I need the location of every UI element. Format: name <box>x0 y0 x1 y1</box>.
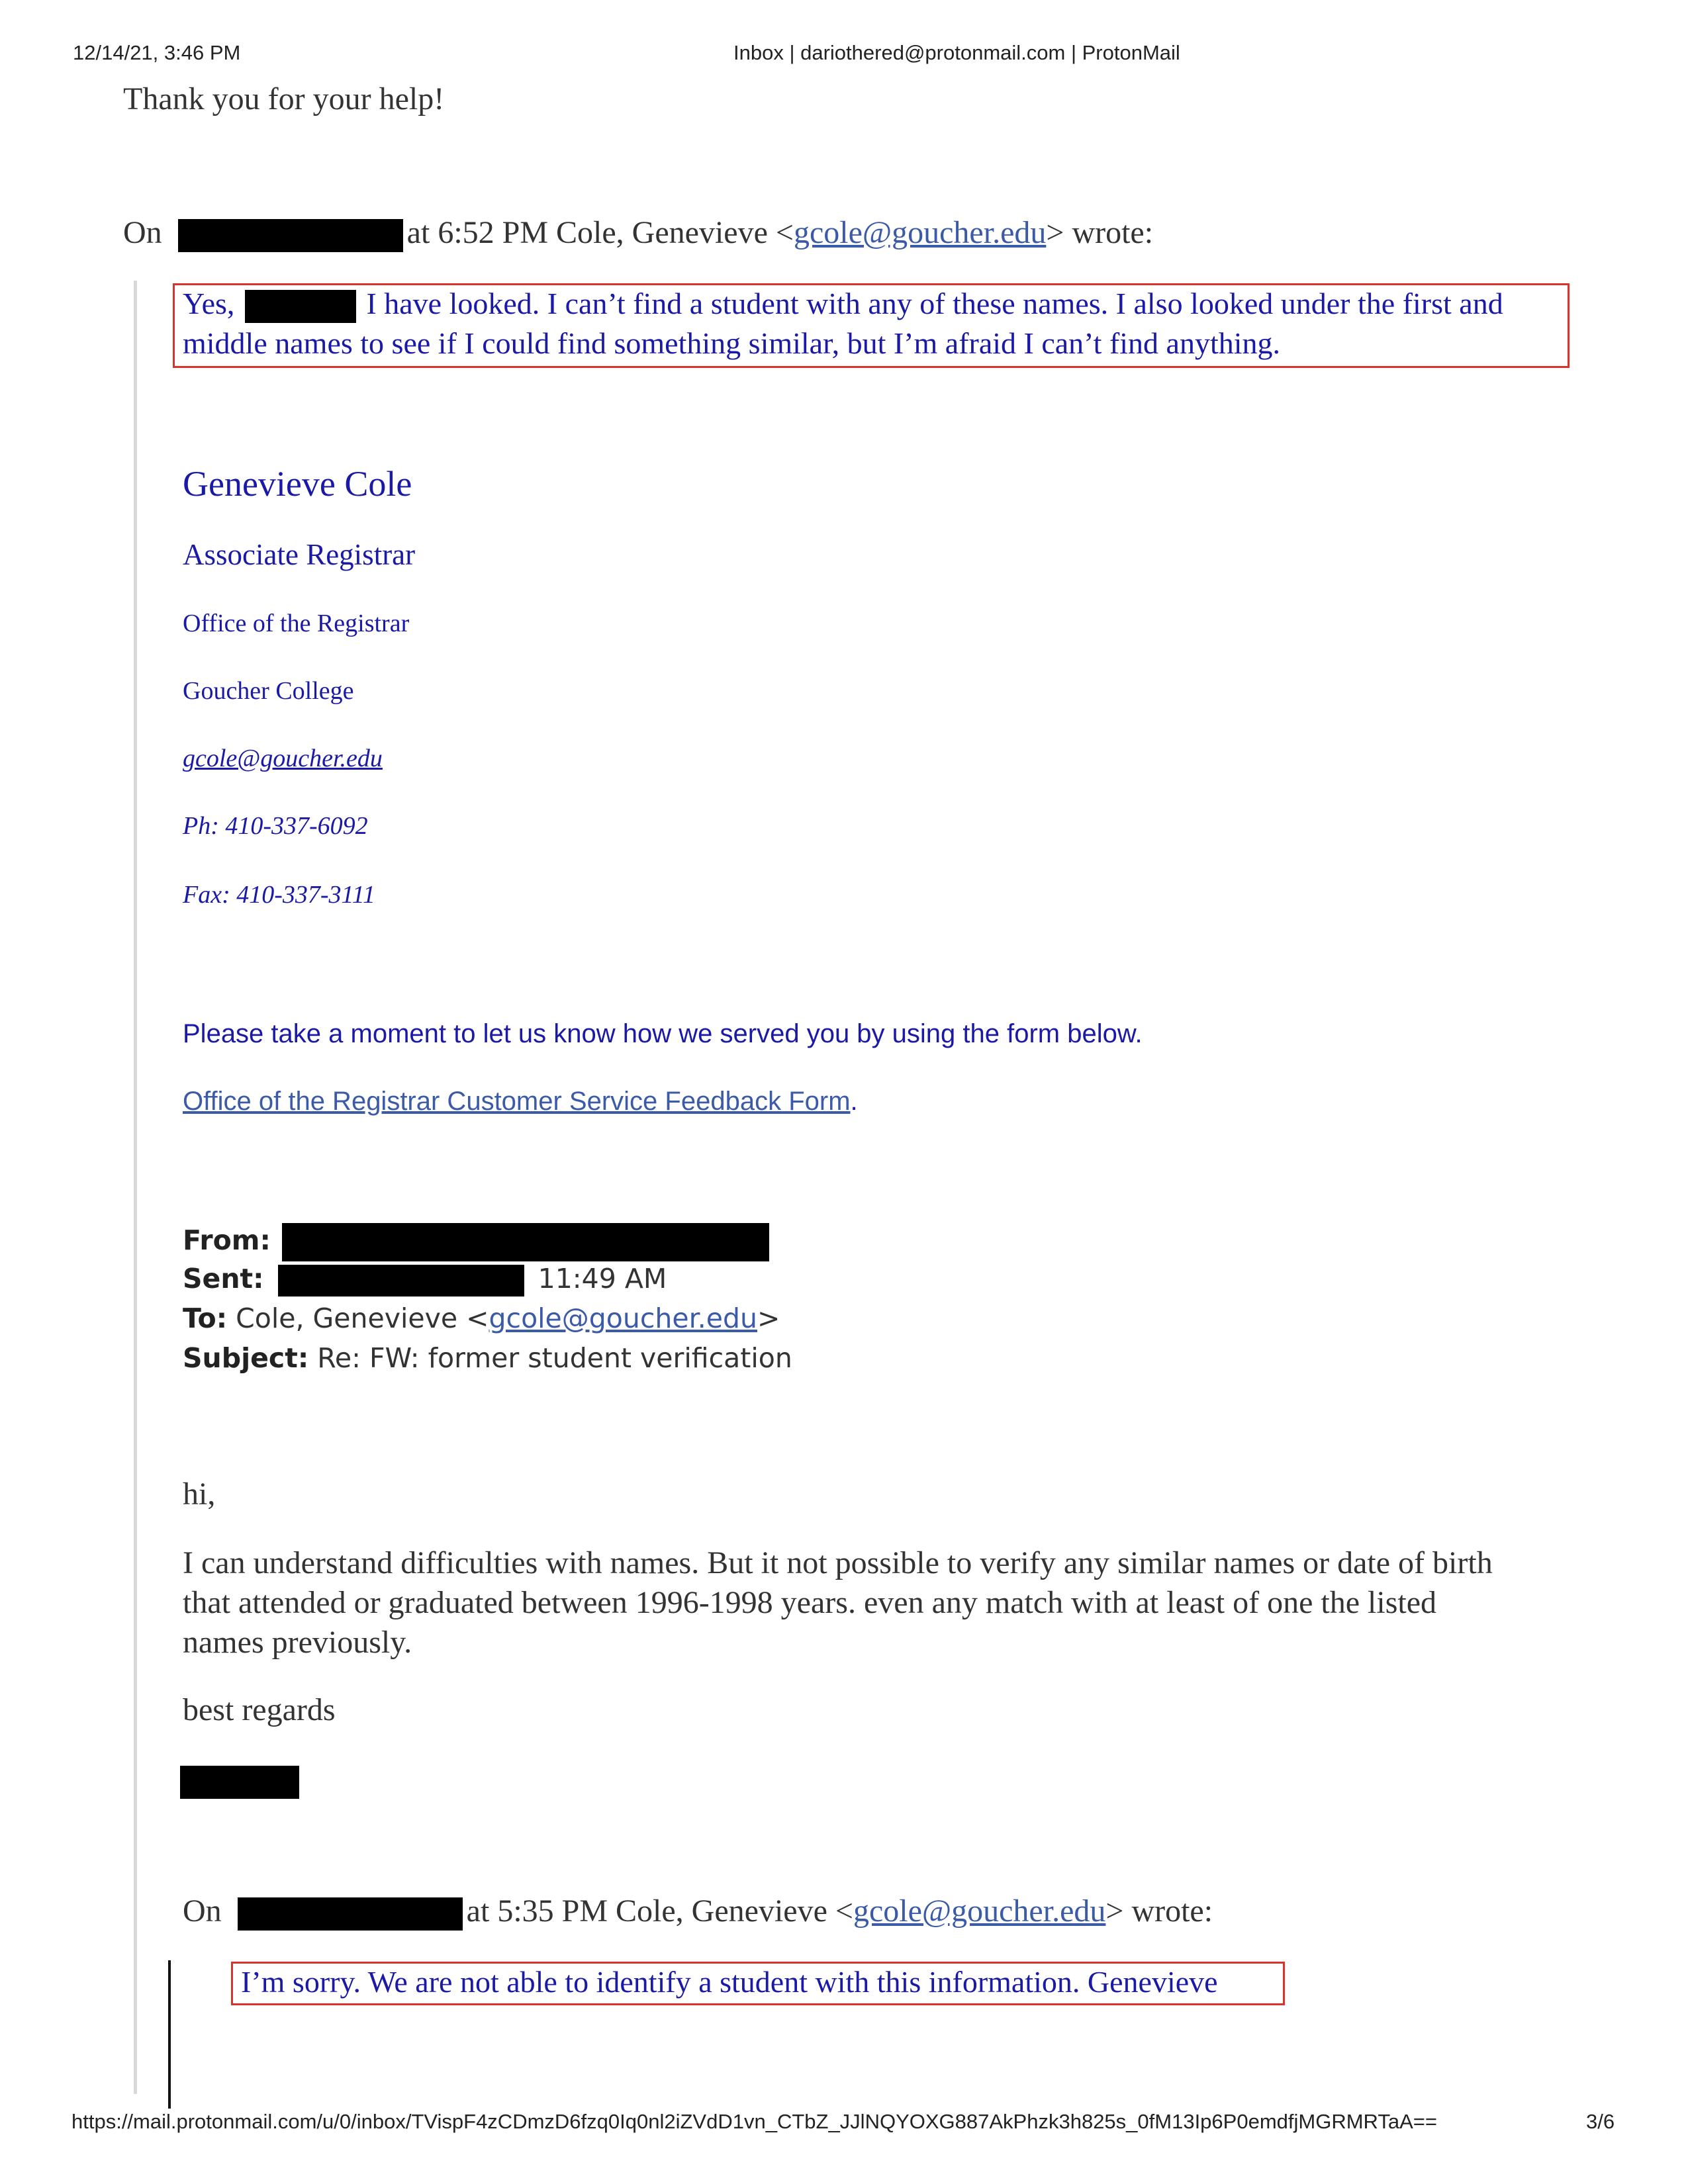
from-label: From: <box>183 1224 271 1256</box>
subject-line <box>183 1342 792 1374</box>
signature-role: Associate Registrar <box>183 538 416 571</box>
quote1-wrote: > wrote: <box>1046 215 1154 250</box>
redacted-name <box>245 290 356 323</box>
to-line <box>183 1302 780 1334</box>
inner-quote-bar <box>168 1960 171 2109</box>
feedback-prompt: Please take a moment to let us know how we served you by using the form below. <box>183 1019 1143 1048</box>
quote1-body-line2: middle names to see if I could find something similar, but I’m afraid I can’t find anything. <box>183 326 1281 360</box>
signature-email-link[interactable]: gcole@goucher.edu <box>183 745 383 772</box>
feedback-form-link[interactable]: Office of the Registrar Customer Service Feedback Form <box>183 1087 851 1116</box>
signature-college: Goucher College <box>183 677 354 705</box>
subject-value: Re: FW: former student verification <box>317 1342 792 1374</box>
sent-line <box>183 1263 667 1297</box>
to-close: > <box>757 1302 780 1334</box>
redacted-date <box>178 219 403 252</box>
quote2-attribution <box>183 1893 1213 1931</box>
signature-office: Office of the Registrar <box>183 610 410 637</box>
quote2-on: On <box>183 1893 222 1929</box>
print-url: https://mail.protonmail.com/u/0/inbox/TVispF4zCDmzD6fzq0Iq0nl2iZVdD1vn_CTbZ_JJlNQYOXG887AkPhzk3h825s_0fM13Ip6P0emdfjMGRMRTaA== <box>71 2110 1437 2133</box>
thank-you-text: Thank you for your help! <box>123 81 445 116</box>
from-line <box>183 1223 769 1261</box>
quote1-body-line1 <box>183 286 1503 323</box>
quote2-email-link[interactable]: gcole@goucher.edu <box>853 1893 1106 1929</box>
reply-line3: names previously. <box>183 1625 412 1660</box>
reply-greeting: hi, <box>183 1477 216 1512</box>
quote1-yes: Yes, <box>183 287 235 320</box>
sent-label: Sent: <box>183 1263 264 1295</box>
quote1-body-text: I have looked. I can’t find a student with any of these names. I also looked under the first and <box>366 287 1503 320</box>
signature-name: Genevieve Cole <box>183 464 412 504</box>
quote1-email-link[interactable]: gcole@goucher.edu <box>793 215 1047 250</box>
redacted-sender <box>282 1223 769 1261</box>
to-value: Cole, Genevieve < <box>236 1302 489 1334</box>
signature-phone: Ph: 410-337-6092 <box>183 812 368 840</box>
redacted-signature <box>180 1766 299 1799</box>
quote2-wrote: > wrote: <box>1105 1893 1213 1929</box>
sent-time: 11:49 AM <box>538 1263 667 1295</box>
redacted-sent-date <box>278 1265 524 1297</box>
subject-label: Subject: <box>183 1342 309 1374</box>
quote1-on: On <box>123 215 162 250</box>
reply-closing: best regards <box>183 1692 336 1727</box>
signature-fax: Fax: 410-337-3111 <box>183 881 375 909</box>
redacted-date-2 <box>238 1897 463 1931</box>
quote-bar <box>134 281 137 2094</box>
feedback-line <box>183 1087 858 1116</box>
print-page-number: 3/6 <box>1586 2110 1615 2133</box>
print-datetime: 12/14/21, 3:46 PM <box>73 41 241 64</box>
feedback-period: . <box>850 1087 858 1116</box>
quote2-attribution-text: at 5:35 PM Cole, Genevieve < <box>466 1893 853 1929</box>
to-email-link[interactable]: gcole@goucher.edu <box>489 1302 757 1334</box>
print-title: Inbox | dariothered@protonmail.com | ProtonMail <box>733 41 1180 64</box>
quote2-body: I’m sorry. We are not able to identify a student with this information. Genevieve <box>241 1965 1218 1999</box>
reply-line2: that attended or graduated between 1996-1998 years. even any match with at least of one the listed <box>183 1585 1437 1620</box>
to-label: To: <box>183 1302 228 1334</box>
quote1-attribution-text: at 6:52 PM Cole, Genevieve < <box>406 215 794 250</box>
reply-line1: I can understand difficulties with names. But it not possible to verify any similar names or date of birth <box>183 1545 1493 1580</box>
quote1-attribution <box>123 214 1153 252</box>
